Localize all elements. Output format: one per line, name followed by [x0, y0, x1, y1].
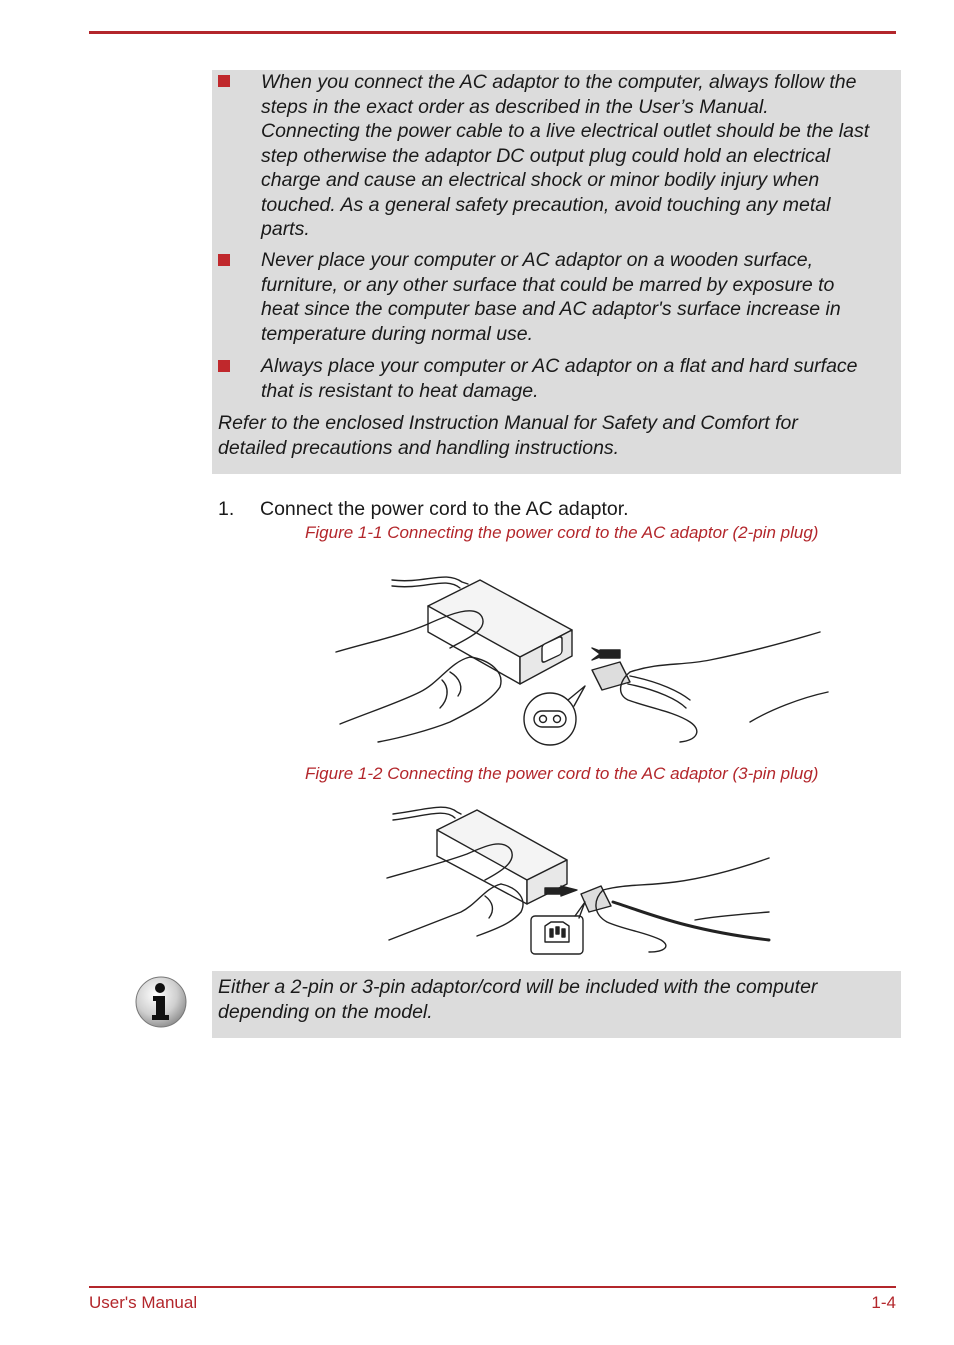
footer-manual-title: User's Manual — [89, 1293, 198, 1312]
note-box — [212, 971, 901, 1038]
bullet-square-icon — [218, 360, 230, 372]
info-icon — [134, 975, 188, 1029]
bullet-square-icon — [218, 254, 230, 266]
step-number: 1. — [218, 498, 235, 520]
bullet-square-icon — [218, 75, 230, 87]
safety-warning-box — [212, 70, 901, 474]
note-text: Either a 2-pin or 3-pin adaptor/cord will be included with the computer depending on the model. — [218, 976, 818, 1023]
warning-item-3: Always place your computer or AC adaptor on a flat and hard surface that is resistant to heat damage. — [261, 355, 858, 402]
figure-caption-2: Figure 1-2 Connecting the power cord to the AC adaptor (3-pin plug) — [305, 764, 819, 783]
figure-3pin-illustration — [385, 800, 775, 960]
warning-item-1: When you connect the AC adaptor to the computer, always follow the steps in the exact order as described in the User’s Manual. Connecting the power cable to a live electrical outlet should be the last step otherwise the adaptor DC output plug could hold an electrical charge and cause an electrical shock or minor bodily injury when touched. As a general safety precaution, avoid touching any metal parts. — [261, 71, 870, 240]
footer-rule — [89, 1286, 896, 1288]
figure-2pin-illustration — [330, 562, 830, 747]
header-rule — [89, 31, 896, 34]
refer-text: Refer to the enclosed Instruction Manual for Safety and Comfort for detailed precautions and handling instructions. — [218, 412, 798, 459]
step-text: Connect the power cord to the AC adaptor. — [260, 498, 629, 520]
figure-caption-1: Figure 1-1 Connecting the power cord to the AC adaptor (2-pin plug) — [305, 523, 819, 542]
warning-item-2: Never place your computer or AC adaptor on a wooden surface, furniture, or any other surface that could be marred by exposure to heat since the computer base and AC adaptor's surface increase in temperature during normal use. — [261, 249, 841, 345]
footer-page-number: 1-4 — [871, 1293, 896, 1312]
